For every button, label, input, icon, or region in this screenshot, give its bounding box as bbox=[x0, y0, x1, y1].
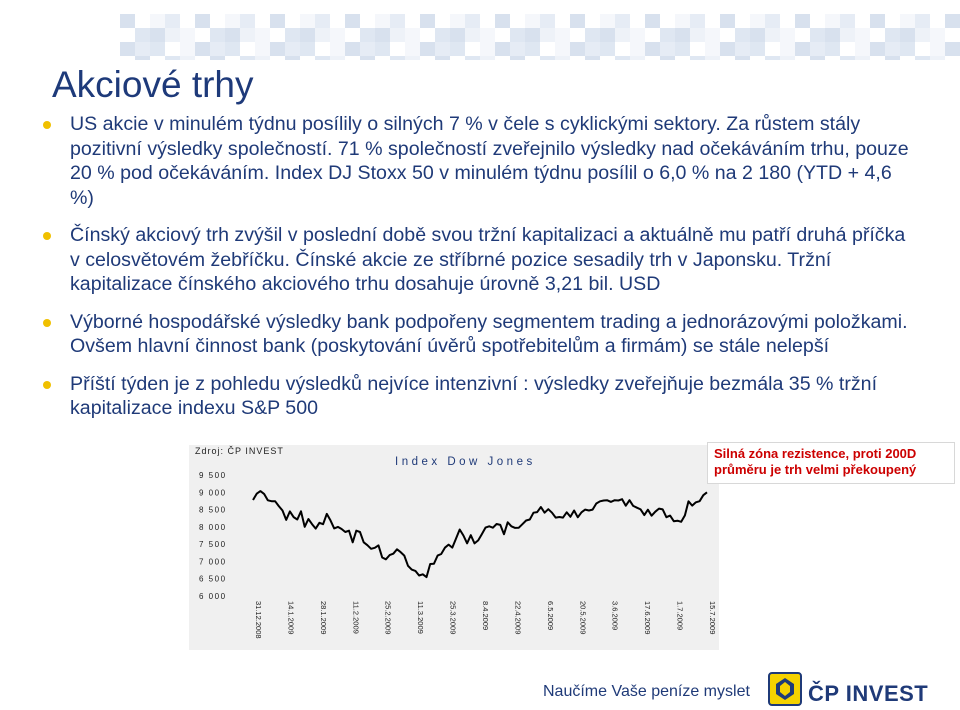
x-tick-label: 1.7.2009 bbox=[675, 601, 685, 631]
slide-title: Akciové trhy bbox=[52, 64, 254, 105]
x-tick-label: 20.5.2009 bbox=[578, 601, 588, 635]
y-tick-label: 7 000 bbox=[199, 557, 227, 567]
chart-panel bbox=[189, 445, 719, 650]
dow-jones-chart bbox=[189, 445, 719, 650]
cp-invest-logo-icon bbox=[768, 672, 802, 706]
bullet-dot-icon bbox=[43, 232, 51, 240]
decorative-header-band bbox=[0, 0, 960, 68]
x-tick-label: 8.4.2009 bbox=[481, 601, 490, 631]
x-tick-label: 3.6.2009 bbox=[610, 601, 620, 631]
bullet-dot-icon bbox=[43, 121, 51, 129]
y-tick-label: 8 500 bbox=[199, 505, 227, 515]
bullet-text: Výborné hospodářské výsledky bank podpořeny segmentem trading a jednorázovými položkami. Ovšem hlavní činnost bank (poskytování úvěrů spotřebitelům a firmám) se stále nelepší bbox=[70, 310, 908, 357]
footer-slogan: Naučíme Vaše peníze myslet bbox=[543, 683, 750, 700]
bullet-item bbox=[40, 310, 920, 359]
bullet-text: US akcie v minulém týdnu posílily o silných 7 % v čele s cyklickými sektory. Za růstem stály pozitivní výsledky společností. 71 % společností zveřejnilo výsledky nad očekáváním trhu, pouze 20 % pod očekáváním. Index DJ Stoxx 50 v minulém týdnu posílil o 6,0 % na 2 180 (YTD + 4,6 %) bbox=[70, 113, 909, 209]
y-tick-label: 6 500 bbox=[199, 574, 227, 584]
bullet-item bbox=[40, 372, 920, 421]
bullet-list bbox=[40, 112, 920, 434]
chart-title: Index Dow Jones bbox=[395, 456, 536, 468]
x-tick-label: 28.1.2009 bbox=[318, 601, 328, 635]
bullet-dot-icon bbox=[43, 319, 51, 327]
y-axis bbox=[199, 471, 227, 601]
x-axis bbox=[254, 601, 717, 639]
x-tick-label: 17.6.2009 bbox=[643, 601, 653, 635]
x-tick-label: 25.2.2009 bbox=[383, 601, 393, 635]
bullet-text: Čínský akciový trh zvýšil v poslední době svou tržní kapitalizaci a aktuálně mu patří druhá příčka v celosvětovém žebříčku. Čínské akcie ze stříbrné pozice sesadily trh v Japonsku. Tržní kapitalizace čínského akciového trhu dosahuje úrovně 3,21 bil. USD bbox=[70, 224, 906, 295]
x-tick-label: 22.4.2009 bbox=[513, 601, 523, 635]
x-tick-label: 11.3.2009 bbox=[416, 601, 426, 634]
bullet-dot-icon bbox=[43, 381, 51, 389]
bullet-text: Příští týden je z pohledu výsledků nejvíce intenzivní : výsledky zveřejňuje bezmála 35 % tržní kapitalizace indexu S&P 500 bbox=[70, 372, 878, 419]
y-tick-label: 8 000 bbox=[199, 522, 227, 532]
y-tick-label: 6 000 bbox=[199, 592, 227, 601]
x-tick-label: 25.3.2009 bbox=[448, 601, 458, 635]
x-tick-label: 6.5.2009 bbox=[545, 601, 555, 631]
y-tick-label: 9 000 bbox=[199, 488, 227, 498]
bullet-item bbox=[40, 112, 920, 210]
x-tick-label: 11.2.2009 bbox=[351, 601, 361, 634]
x-tick-label: 14.1.2009 bbox=[286, 601, 296, 635]
x-tick-label: 15.7.2009 bbox=[708, 601, 717, 635]
plot-area bbox=[253, 491, 707, 577]
resistance-callout: Silná zóna rezistence, proti 200D průměru je trh velmi překoupený bbox=[707, 442, 955, 484]
y-tick-label: 9 500 bbox=[199, 471, 227, 480]
x-tick-label: 31.12.2008 bbox=[254, 601, 263, 639]
y-tick-label: 7 500 bbox=[199, 540, 227, 550]
footer-brand: ČP INVEST bbox=[808, 681, 929, 706]
bullet-item bbox=[40, 223, 920, 297]
series-line bbox=[253, 491, 707, 577]
chart-source: Zdroj: ČP INVEST bbox=[195, 446, 284, 456]
